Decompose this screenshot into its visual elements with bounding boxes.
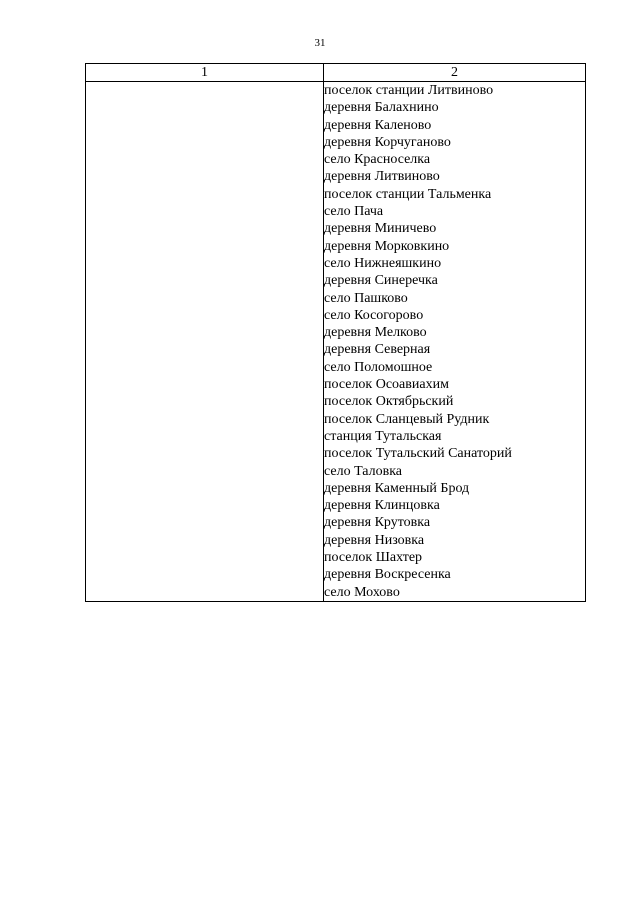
settlement-name: поселок станции Литвиново	[324, 83, 494, 98]
settlement-name: деревня Морковкино	[324, 238, 450, 254]
settlement-name: село Мохово	[324, 584, 400, 600]
settlement-name: деревня Синеречка	[324, 273, 438, 289]
settlement-name: село Поломошное	[324, 359, 433, 375]
settlement-name: село Косогорово	[324, 307, 424, 323]
column-2-cell	[324, 82, 586, 602]
settlement-name: деревня Воскресенка	[324, 567, 451, 583]
column-1-header: 1	[86, 64, 324, 82]
settlement-name: поселок Октябрьский	[324, 394, 454, 410]
settlement-name: поселок Тутальский Санаторий	[324, 446, 512, 462]
settlement-name: деревня Каменный Брод	[324, 480, 470, 496]
settlement-name: село Пача	[324, 204, 384, 220]
settlement-name: деревня Балахнино	[324, 100, 439, 116]
settlement-name: поселок Шахтер	[324, 550, 423, 566]
settlement-name: поселок Сланцевый Рудник	[324, 411, 490, 427]
column-1-cell	[86, 82, 324, 602]
settlement-name: село Таловка	[324, 463, 403, 479]
settlement-name: село Пашково	[324, 290, 408, 306]
settlement-name: поселок станции Тальменка	[324, 186, 492, 202]
page-number: 31	[314, 37, 326, 49]
settlement-name: деревня Литвиново	[324, 169, 440, 185]
settlement-name: деревня Северная	[324, 342, 431, 358]
settlements-table	[85, 63, 586, 602]
settlement-name: станция Тутальская	[324, 428, 442, 444]
settlement-name: поселок Осоавиахим	[324, 377, 449, 393]
table-header-row	[86, 64, 586, 82]
settlement-name: село Красноселка	[324, 152, 431, 168]
settlement-name: деревня Клинцовка	[324, 498, 440, 514]
settlement-name: деревня Каленово	[324, 117, 432, 133]
settlement-name: деревня Мелково	[324, 325, 427, 341]
column-2-header: 2	[324, 64, 586, 82]
settlement-name: деревня Крутовка	[324, 515, 431, 531]
settlement-name: деревня Корчуганово	[324, 134, 451, 150]
table-row	[86, 82, 586, 602]
settlement-name: деревня Низовка	[324, 532, 425, 548]
settlement-name: деревня Миничево	[324, 221, 437, 237]
settlement-name: село Нижнеяшкино	[324, 255, 442, 271]
